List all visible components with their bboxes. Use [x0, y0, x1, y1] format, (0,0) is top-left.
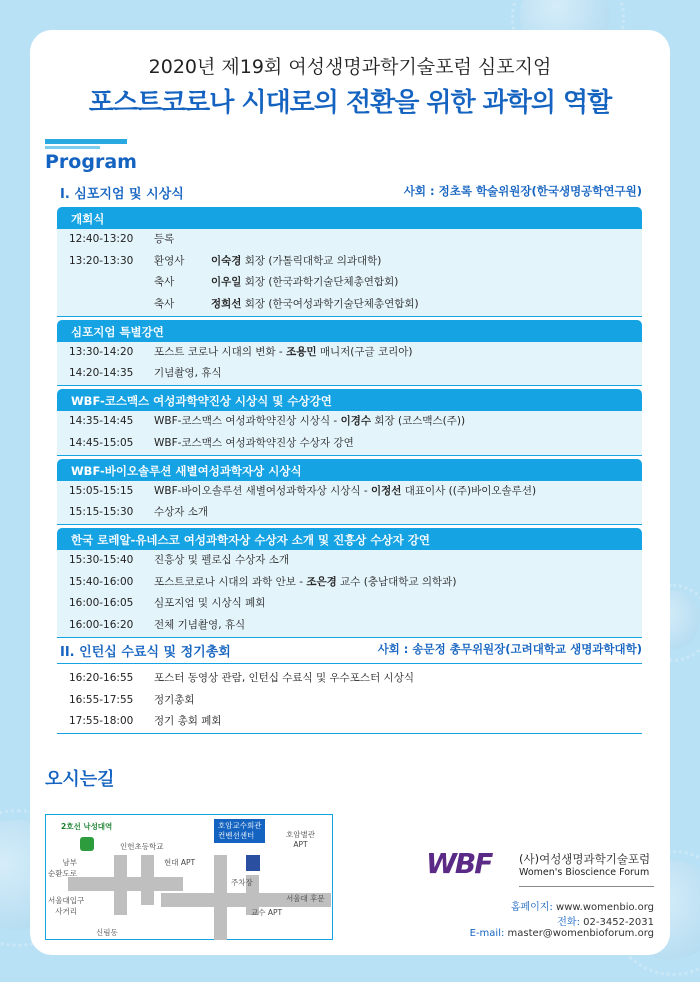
item-label: 환영사	[154, 254, 185, 267]
item-text: 심포지엄 및 시상식 폐회	[154, 597, 266, 610]
directions-title: 오시는길	[45, 769, 115, 790]
divider	[45, 146, 100, 149]
time: 16:20-16:55	[69, 672, 134, 684]
section-2-host: 사회 : 송문정 총무위원장(고려대학교 생명과학대학)	[377, 642, 642, 656]
time: 17:55-18:00	[69, 715, 134, 728]
homepage-line	[511, 898, 654, 913]
email-label: E-mail:	[469, 928, 505, 939]
block-band: WBF-바이오솔루션 새별여성과학자상 시상식	[57, 459, 642, 481]
block-band: 한국 로레알-유네스코 여성과학자상 수상자 소개 및 진흥상 수상자 강연	[57, 528, 642, 550]
time: 15:15-15:30	[69, 506, 134, 519]
item-label	[154, 572, 456, 594]
block-rows	[57, 550, 642, 638]
block-rows	[57, 481, 642, 525]
time: 16:00-16:05	[69, 597, 134, 610]
phone-number: 02-3452-2031	[583, 917, 654, 928]
block-rows	[57, 342, 642, 386]
time: 13:20-13:30	[69, 254, 134, 267]
seoul-univ-label: 서울대입구 사거리	[48, 896, 85, 916]
person-name: 이우일	[211, 276, 242, 289]
building-icon	[246, 855, 260, 871]
wbf-logo: WBF	[426, 847, 492, 880]
item-text: WBF-바이오솔루션 새별여성과학자상 시상식 -	[154, 484, 371, 497]
back-gate-label: 서울대 후문	[286, 894, 325, 903]
time: 14:45-15:05	[69, 436, 134, 449]
time: 12:40-13:20	[69, 233, 134, 245]
person-name: 정희선	[211, 298, 242, 311]
schedule-row	[57, 572, 642, 594]
schedule-row	[57, 342, 642, 364]
block-band: 개회식	[57, 207, 642, 229]
time: 16:55-17:55	[69, 693, 134, 706]
person-name: 조용민	[286, 345, 317, 358]
schedule-row	[57, 481, 642, 503]
person-line	[211, 251, 381, 273]
person-line	[211, 294, 419, 316]
person-name: 이숙경	[211, 254, 242, 267]
subway-icon	[80, 837, 94, 851]
person-affiliation: 매니저(구글 코리아)	[316, 345, 413, 358]
person-name: 조은경	[306, 575, 337, 588]
map-road	[114, 855, 127, 915]
item-label: 정기총회	[154, 693, 195, 706]
email-link[interactable]: master@womenbioforum.org	[507, 928, 654, 939]
person-affiliation: 회장 (한국여성과학기술단체총연합회)	[241, 298, 419, 311]
schedule-row	[57, 690, 642, 712]
homepage-link[interactable]: www.womenbio.org	[556, 902, 654, 913]
schedule-row	[57, 615, 642, 637]
time: 15:40-16:00	[69, 575, 134, 588]
school-label: 인헌초등학교	[120, 842, 164, 851]
item-label: 포스터 동영상 관람, 인턴십 수료식 및 우수포스터 시상식	[154, 672, 414, 684]
event-title: 2020년 제19회 여성생명과학기술포럼 심포지엄	[148, 56, 552, 78]
divider	[57, 663, 642, 664]
section-1-host: 사회 : 정초록 학술위원장(한국생명공학연구원)	[403, 184, 642, 198]
schedule-row	[57, 272, 642, 294]
hoam-apt-label: 호암별관 APT	[286, 830, 315, 849]
item-text: 수상자 소개	[154, 506, 209, 519]
sillim-label: 신림동	[96, 928, 118, 937]
block-rows	[57, 229, 642, 317]
org-name: (사)여성생명과학기술포럼	[519, 852, 651, 866]
person-affiliation: 교수 (충남대학교 의학과)	[336, 575, 457, 588]
item-label: 축사	[154, 276, 175, 289]
item-label	[154, 411, 465, 433]
item-label: 정기 총회 폐회	[154, 715, 222, 728]
item-text: 포스트코로나 시대의 과학 안보 -	[154, 575, 307, 588]
time: 14:35-14:45	[69, 415, 134, 428]
block-band: 심포지엄 특별강연	[57, 320, 642, 342]
item-label	[154, 593, 265, 615]
divider	[519, 886, 654, 887]
item-text: WBF-코스맥스 여성과학약진상 수상자 강연	[154, 436, 354, 449]
person-name: 이경수	[340, 415, 371, 428]
section-2-schedule	[57, 668, 642, 734]
time: 13:30-14:20	[69, 345, 134, 358]
schedule-row	[57, 411, 642, 433]
schedule-row	[57, 593, 642, 615]
station-label: 2호선 낙성대역	[61, 822, 113, 831]
time: 16:00-16:20	[69, 619, 134, 632]
item-label	[154, 615, 245, 637]
program-heading: Program	[45, 151, 137, 173]
time: 14:20-14:35	[69, 367, 134, 380]
event-subtitle: 포스트코로나 시대로의 전환을 위한 과학의 역할	[88, 88, 612, 118]
schedule-row	[57, 433, 642, 455]
section-2-title: II. 인턴십 수료식 및 정기총회	[60, 645, 231, 660]
schedule-row	[57, 668, 642, 690]
item-label	[154, 502, 208, 524]
divider	[45, 139, 127, 144]
item-text: 전체 기념촬영, 휴식	[154, 619, 246, 632]
homepage-label: 홈페이지:	[510, 902, 553, 913]
prof-apt-label: 교수 APT	[251, 908, 283, 917]
item-label	[154, 550, 289, 572]
org-name-en: Women's Bioscience Forum	[519, 867, 650, 878]
block-band: WBF-코스맥스 여성과학약진상 시상식 및 수상강연	[57, 389, 642, 411]
section-1-header	[60, 183, 642, 202]
item-label	[154, 342, 413, 364]
item-text: 진흥상 및 펠로십 수상자 소개	[154, 554, 290, 566]
section-2-header	[60, 641, 642, 660]
person-affiliation: 회장 (가톨릭대학교 의과대학)	[241, 254, 382, 267]
item-label	[154, 363, 222, 385]
item-label	[154, 481, 536, 503]
map-road	[214, 855, 227, 940]
person-name: 이정선	[370, 484, 402, 497]
venue-label: 호암교수회관 컨벤션센터	[214, 819, 265, 843]
poster-card	[30, 30, 670, 955]
section-1-title: I. 심포지엄 및 시상식	[60, 187, 184, 202]
time: 15:05-15:15	[69, 484, 134, 497]
item-text: 포스트 코로나 시대의 변화 -	[154, 345, 287, 358]
item-text: 기념촬영, 휴식	[154, 367, 222, 380]
schedule-row	[57, 502, 642, 524]
schedule-row	[57, 294, 642, 316]
person-affiliation: 회장 (코스맥스(주))	[371, 415, 466, 428]
schedule-row	[57, 229, 642, 251]
block-rows	[57, 411, 642, 455]
time: 15:30-15:40	[69, 554, 134, 566]
schedule-row	[57, 363, 642, 385]
person-line	[211, 272, 398, 294]
schedule-row	[57, 711, 642, 733]
parking-label: 주차장	[231, 878, 253, 887]
phone-line	[557, 913, 654, 928]
map-road	[141, 855, 154, 905]
item-text: WBF-코스맥스 여성과학약진상 시상식 -	[154, 415, 341, 428]
item-label: 축사	[154, 298, 175, 311]
schedule-row	[57, 251, 642, 273]
hyundai-apt-label: 현대 APT	[164, 858, 196, 867]
phone-label: 전화:	[557, 917, 580, 928]
item-text: 등록	[154, 233, 175, 245]
item-label	[154, 433, 354, 455]
namboo-road-label: 남부 순환도로	[48, 858, 77, 878]
email-line	[470, 928, 654, 939]
item-label	[154, 229, 174, 251]
person-affiliation: 대표이사 ((주)바이오솔루션)	[401, 484, 537, 497]
location-map	[45, 814, 333, 940]
person-affiliation: 회장 (한국과학기술단체총연합회)	[241, 276, 399, 289]
schedule-row	[57, 550, 642, 572]
